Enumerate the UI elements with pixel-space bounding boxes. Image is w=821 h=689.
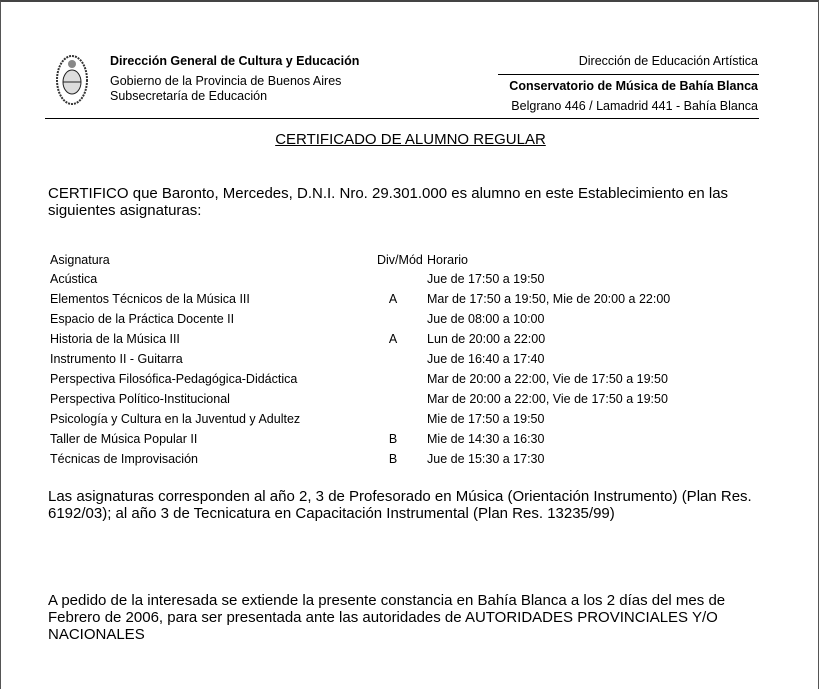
- header-div: Div/Mód: [377, 253, 423, 267]
- row-schedule: Jue de 16:40 a 17:40: [427, 352, 545, 366]
- header-subject: Asignatura: [50, 253, 110, 267]
- row-subject: Perspectiva Político-Institucional: [50, 392, 230, 406]
- row-schedule: Jue de 08:00 a 10:00: [427, 312, 545, 326]
- org-subsecretary: Subsecretaría de Educación: [110, 89, 268, 103]
- row-div: A: [388, 292, 398, 306]
- row-subject: Acústica: [50, 272, 98, 286]
- row-subject: Instrumento II - Guitarra: [50, 352, 183, 366]
- row-schedule: Jue de 17:50 a 19:50: [427, 272, 545, 286]
- org-title: Dirección General de Cultura y Educación: [110, 54, 360, 68]
- row-subject: Historia de la Música III: [50, 332, 180, 346]
- row-subject: Espacio de la Práctica Docente II: [50, 312, 235, 326]
- divider: [498, 74, 759, 75]
- row-schedule: Mie de 17:50 a 19:50: [427, 412, 545, 426]
- row-subject: Técnicas de Improvisación: [50, 452, 198, 466]
- row-div: B: [388, 432, 398, 446]
- row-schedule: Mie de 14:30 a 16:30: [427, 432, 545, 446]
- row-schedule: Jue de 15:30 a 17:30: [427, 452, 545, 466]
- institution-name: Conservatorio de Música de Bahía Blanca: [509, 79, 758, 93]
- row-schedule: Lun de 20:00 a 22:00: [427, 332, 546, 346]
- row-schedule: Mar de 20:00 a 22:00, Vie de 17:50 a 19:50: [427, 392, 668, 406]
- department: Dirección de Educación Artística: [578, 54, 758, 68]
- certification-intro: CERTIFICO que Baronto, Mercedes, D.N.I. Nro. 29.301.000 es alumno en este Establecimiento en las siguientes asignaturas:: [48, 185, 729, 219]
- row-subject: Elementos Técnicos de la Música III: [50, 292, 250, 306]
- row-subject: Taller de Música Popular II: [50, 432, 198, 446]
- row-div: A: [388, 332, 398, 346]
- org-subtitle: Gobierno de la Provincia de Buenos Aires: [110, 74, 342, 88]
- row-subject: Perspectiva Filosófica-Pedagógica-Didáctica: [50, 372, 298, 386]
- row-schedule: Mar de 20:00 a 22:00, Vie de 17:50 a 19:50: [427, 372, 668, 386]
- institution-address: Belgrano 446 / Lamadrid 441 - Bahía Blanca: [511, 99, 758, 113]
- courses-note: Las asignaturas corresponden al año 2, 3 de Profesorado en Música (Orientación Instrumento) (Plan Res. 6192/03); al año 3 de Tecnicatura en Capacitación Instrumental (Plan Res. 13235/99): [48, 488, 752, 522]
- row-subject: Psicología y Cultura en la Juventud y Adultez: [50, 412, 301, 426]
- coat-of-arms-logo: [55, 52, 89, 108]
- header-schedule: Horario: [427, 253, 468, 267]
- row-schedule: Mar de 17:50 a 19:50, Mie de 20:00 a 22:00: [427, 292, 671, 306]
- document-title: CERTIFICADO DE ALUMNO REGULAR: [275, 131, 546, 148]
- header-divider: [45, 118, 759, 119]
- closing-statement: A pedido de la interesada se extiende la presente constancia en Bahía Blanca a los 2 días del mes de Febrero de 2006, para ser presentada ante las autoridades de AUTORIDADES PROVINCIALES Y/O NACIONALES: [48, 592, 726, 643]
- row-div: B: [388, 452, 398, 466]
